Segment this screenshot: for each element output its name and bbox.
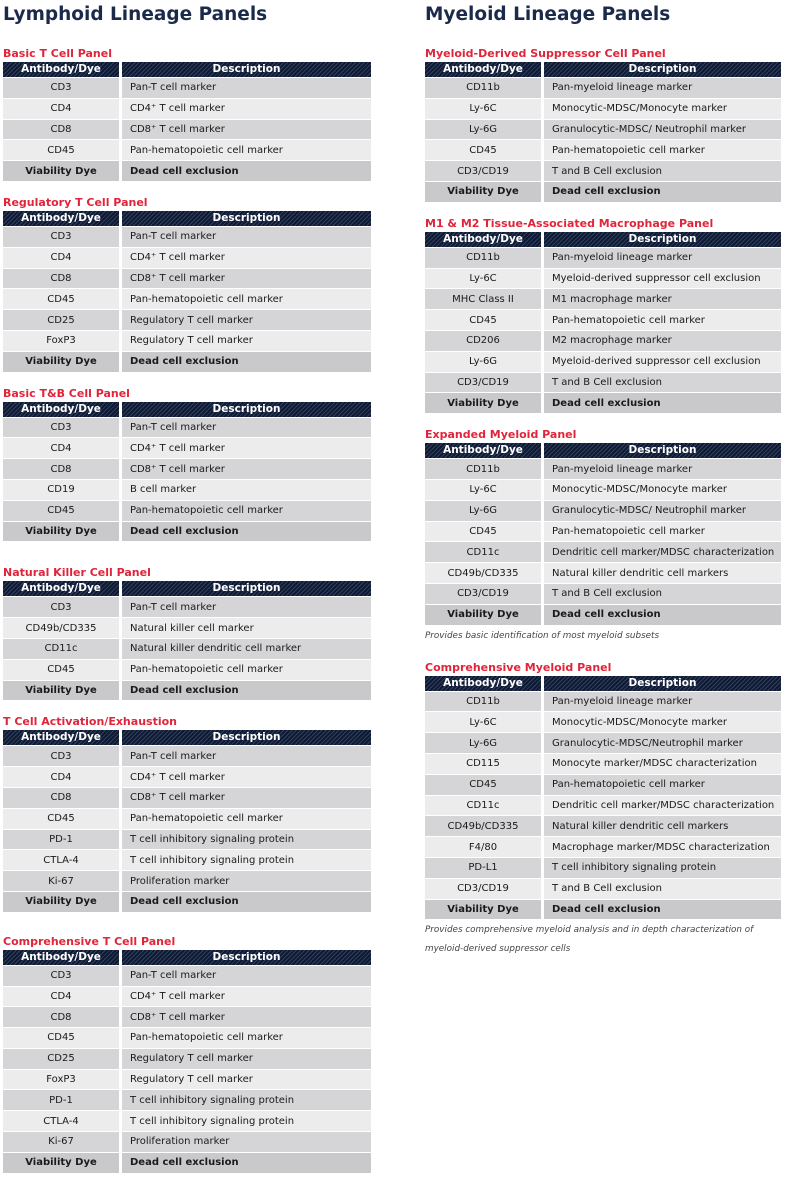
description-cell: Proliferation marker	[122, 870, 371, 891]
description-cell: Dead cell exclusion	[544, 604, 781, 625]
header-description: Description	[122, 62, 371, 77]
table-row	[3, 787, 371, 808]
description-cell: CD4⁺ T cell marker	[122, 766, 371, 787]
table-row	[3, 330, 371, 351]
table-row	[425, 330, 781, 351]
antibody-cell: FoxP3	[3, 1069, 122, 1090]
antibody-cell: Viability Dye	[3, 1152, 122, 1173]
antibody-cell: CD4	[3, 247, 122, 268]
table-row	[3, 965, 371, 986]
header-description: Description	[544, 62, 781, 77]
table-row	[425, 691, 781, 712]
description-cell: M2 macrophage marker	[544, 330, 781, 351]
description-cell: Pan-myeloid lineage marker	[544, 77, 781, 98]
antibody-cell: CD11b	[425, 247, 544, 268]
antibody-cell: CD8	[3, 1006, 122, 1027]
antibody-cell: CD45	[3, 139, 122, 160]
header-description: Description	[122, 730, 371, 745]
description-cell: Dead cell exclusion	[544, 181, 781, 202]
header-description: Description	[544, 676, 781, 691]
antibody-cell: CD3/CD19	[425, 372, 544, 393]
description-cell: T cell inhibitory signaling protein	[122, 849, 371, 870]
table-row	[3, 479, 371, 500]
antibody-cell: Ly-6C	[425, 479, 544, 500]
description-cell: CD4⁺ T cell marker	[122, 986, 371, 1007]
lymphoid-panels	[3, 46, 371, 1173]
antibody-cell: CD45	[425, 309, 544, 330]
panel	[425, 216, 781, 413]
description-cell: CD4⁺ T cell marker	[122, 437, 371, 458]
antibody-cell: CD49b/CD335	[3, 617, 122, 638]
description-cell: CD8⁺ T cell marker	[122, 119, 371, 140]
table-row	[425, 372, 781, 393]
antibody-cell: CD3/CD19	[425, 583, 544, 604]
panel-title: Comprehensive T Cell Panel	[3, 934, 176, 948]
table-row	[3, 638, 371, 659]
antibody-cell: Viability Dye	[3, 351, 122, 372]
description-cell: T and B Cell exclusion	[544, 583, 781, 604]
antibody-cell: Ly-6C	[425, 268, 544, 289]
table-header-row	[425, 232, 781, 247]
description-cell: Granulocytic-MDSC/Neutrophil marker	[544, 732, 781, 753]
description-cell: Natural killer dendritic cell markers	[544, 815, 781, 836]
description-cell: Regulatory T cell marker	[122, 309, 371, 330]
description-cell: Dead cell exclusion	[122, 160, 371, 181]
description-cell: Granulocytic-MDSC/ Neutrophil marker	[544, 119, 781, 140]
antibody-cell: Viability Dye	[3, 160, 122, 181]
table-row	[425, 119, 781, 140]
description-cell: M1 macrophage marker	[544, 288, 781, 309]
description-cell: Regulatory T cell marker	[122, 1069, 371, 1090]
description-cell: Myeloid-derived suppressor cell exclusion	[544, 351, 781, 372]
header-antibody: Antibody/Dye	[425, 62, 544, 77]
antibody-cell: Ki-67	[3, 1131, 122, 1152]
description-cell: Pan-T cell marker	[122, 226, 371, 247]
table-row	[3, 1048, 371, 1069]
description-cell: Pan-hematopoietic cell marker	[122, 500, 371, 521]
table-header-row	[3, 402, 371, 417]
table-row	[425, 77, 781, 98]
description-cell: Dead cell exclusion	[544, 899, 781, 920]
table-row	[3, 119, 371, 140]
description-cell: Natural killer dendritic cell marker	[122, 638, 371, 659]
antibody-cell: CD4	[3, 98, 122, 119]
header-description: Description	[544, 443, 781, 458]
panel	[3, 46, 371, 181]
antibody-cell: CD3	[3, 745, 122, 766]
panel-table	[3, 62, 371, 181]
antibody-cell: PD-1	[3, 829, 122, 850]
description-cell: Pan-T cell marker	[122, 965, 371, 986]
table-row	[425, 392, 781, 413]
table-row	[3, 77, 371, 98]
antibody-cell: CTLA-4	[3, 1110, 122, 1131]
table-row	[425, 479, 781, 500]
antibody-cell: Ly-6G	[425, 119, 544, 140]
antibody-cell: PD-L1	[425, 857, 544, 878]
description-cell: Pan-T cell marker	[122, 77, 371, 98]
description-cell: Dendritic cell marker/MDSC characterization	[544, 795, 781, 816]
table-row	[425, 139, 781, 160]
panel-title: Natural Killer Cell Panel	[3, 566, 151, 580]
table-row	[425, 181, 781, 202]
panel-title: Basic T&B Cell Panel	[3, 386, 130, 400]
table-header-row	[3, 211, 371, 226]
header-description: Description	[122, 581, 371, 596]
table-row	[425, 836, 781, 857]
antibody-cell: CTLA-4	[3, 849, 122, 870]
antibody-cell: CD8	[3, 119, 122, 140]
table-header-row	[3, 62, 371, 77]
table-row	[3, 1152, 371, 1173]
table-row	[425, 160, 781, 181]
description-cell: Dendritic cell marker/MDSC characterization	[544, 541, 781, 562]
table-row	[3, 849, 371, 870]
antibody-cell: Viability Dye	[3, 680, 122, 701]
table-row	[3, 659, 371, 680]
panel-title: M1 & M2 Tissue-Associated Macrophage Panel	[425, 216, 714, 230]
panel-table	[425, 443, 781, 624]
description-cell: Dead cell exclusion	[544, 392, 781, 413]
antibody-cell: CD45	[3, 659, 122, 680]
antibody-cell: Viability Dye	[425, 899, 544, 920]
antibody-cell: CD4	[3, 437, 122, 458]
panel	[425, 46, 781, 202]
description-cell: Pan-hematopoietic cell marker	[122, 288, 371, 309]
table-row	[3, 829, 371, 850]
table-row	[3, 617, 371, 638]
antibody-cell: CD3	[3, 596, 122, 617]
header-antibody: Antibody/Dye	[3, 950, 122, 965]
panel	[3, 714, 371, 911]
panel-table	[3, 211, 371, 372]
description-cell: Monocytic-MDSC/Monocyte marker	[544, 479, 781, 500]
table-header-row	[425, 62, 781, 77]
description-cell: Pan-T cell marker	[122, 745, 371, 766]
panel-table	[425, 676, 781, 920]
table-header-row	[3, 581, 371, 596]
table-row	[3, 160, 371, 181]
table-row	[3, 226, 371, 247]
table-row	[425, 604, 781, 625]
lymphoid-column	[3, 0, 371, 1173]
panel-title: Expanded Myeloid Panel	[425, 428, 577, 442]
table-row	[425, 815, 781, 836]
table-row	[425, 562, 781, 583]
panel-table	[3, 581, 371, 700]
table-row	[425, 500, 781, 521]
table-header-row	[425, 443, 781, 458]
table-header-row	[3, 730, 371, 745]
antibody-cell: CD49b/CD335	[425, 815, 544, 836]
antibody-cell: CD206	[425, 330, 544, 351]
description-cell: Pan-T cell marker	[122, 596, 371, 617]
description-cell: Pan-myeloid lineage marker	[544, 247, 781, 268]
antibody-cell: CD4	[3, 766, 122, 787]
description-cell: Pan-T cell marker	[122, 417, 371, 438]
lymphoid-title: Lymphoid Lineage Panels	[3, 4, 268, 25]
antibody-cell: CD11b	[425, 458, 544, 479]
antibody-cell: CD45	[3, 500, 122, 521]
header-antibody: Antibody/Dye	[3, 402, 122, 417]
antibody-cell: Viability Dye	[425, 604, 544, 625]
table-row	[3, 98, 371, 119]
antibody-cell: CD45	[425, 521, 544, 542]
table-row	[3, 288, 371, 309]
description-cell: Granulocytic-MDSC/ Neutrophil marker	[544, 500, 781, 521]
description-cell: Natural killer dendritic cell markers	[544, 562, 781, 583]
antibody-cell: CD11c	[425, 541, 544, 562]
description-cell: CD4⁺ T cell marker	[122, 247, 371, 268]
myeloid-column	[425, 0, 781, 959]
myeloid-title: Myeloid Lineage Panels	[425, 4, 671, 25]
table-row	[3, 500, 371, 521]
antibody-cell: CD3/CD19	[425, 878, 544, 899]
antibody-cell: CD25	[3, 1048, 122, 1069]
description-cell: T and B Cell exclusion	[544, 878, 781, 899]
antibody-cell: PD-1	[3, 1089, 122, 1110]
table-row	[3, 139, 371, 160]
antibody-cell: CD8	[3, 458, 122, 479]
description-cell: Pan-myeloid lineage marker	[544, 691, 781, 712]
description-cell: T cell inhibitory signaling protein	[122, 1110, 371, 1131]
panel-note: Provides basic identification of most myeloid subsets	[425, 630, 660, 641]
table-row	[425, 247, 781, 268]
description-cell: T and B Cell exclusion	[544, 160, 781, 181]
table-row	[425, 288, 781, 309]
description-cell: CD8⁺ T cell marker	[122, 1006, 371, 1027]
antibody-cell: CD45	[3, 1027, 122, 1048]
description-cell: Dead cell exclusion	[122, 680, 371, 701]
table-header-row	[425, 676, 781, 691]
description-cell: Dead cell exclusion	[122, 1152, 371, 1173]
panel-table	[3, 730, 371, 911]
description-cell: Monocytic-MDSC/Monocyte marker	[544, 98, 781, 119]
antibody-cell: CD3	[3, 417, 122, 438]
header-description: Description	[544, 232, 781, 247]
panel-title: Myeloid-Derived Suppressor Cell Panel	[425, 47, 666, 60]
antibody-cell: CD11c	[3, 638, 122, 659]
description-cell: Monocytic-MDSC/Monocyte marker	[544, 711, 781, 732]
description-cell: Pan-hematopoietic cell marker	[544, 521, 781, 542]
antibody-cell: Viability Dye	[3, 891, 122, 912]
antibody-cell: CD3	[3, 226, 122, 247]
description-cell: Dead cell exclusion	[122, 351, 371, 372]
description-cell: Pan-hematopoietic cell marker	[544, 774, 781, 795]
table-row	[3, 247, 371, 268]
description-cell: T and B Cell exclusion	[544, 372, 781, 393]
antibody-cell: CD45	[425, 139, 544, 160]
myeloid-panels	[425, 46, 781, 959]
description-cell: Pan-hematopoietic cell marker	[122, 808, 371, 829]
table-row	[3, 870, 371, 891]
header-antibody: Antibody/Dye	[3, 581, 122, 596]
antibody-cell: Ly-6C	[425, 98, 544, 119]
table-row	[3, 309, 371, 330]
description-cell: T cell inhibitory signaling protein	[544, 857, 781, 878]
table-header-row	[3, 950, 371, 965]
header-antibody: Antibody/Dye	[425, 443, 544, 458]
antibody-cell: F4/80	[425, 836, 544, 857]
panel	[3, 195, 371, 372]
antibody-cell: CD3/CD19	[425, 160, 544, 181]
antibody-cell: CD45	[3, 808, 122, 829]
panel-title: Regulatory T Cell Panel	[3, 195, 148, 209]
antibody-cell: Ly-6G	[425, 732, 544, 753]
antibody-cell: CD45	[425, 774, 544, 795]
table-row	[3, 986, 371, 1007]
antibody-cell: CD45	[3, 288, 122, 309]
table-row	[425, 899, 781, 920]
description-cell: CD8⁺ T cell marker	[122, 268, 371, 289]
description-cell: Regulatory T cell marker	[122, 1048, 371, 1069]
description-cell: Pan-hematopoietic cell marker	[122, 659, 371, 680]
table-row	[3, 891, 371, 912]
table-row	[425, 458, 781, 479]
header-antibody: Antibody/Dye	[3, 62, 122, 77]
description-cell: Pan-hematopoietic cell marker	[122, 1027, 371, 1048]
antibody-cell: CD8	[3, 268, 122, 289]
table-row	[3, 1069, 371, 1090]
table-row	[425, 268, 781, 289]
table-row	[3, 458, 371, 479]
antibody-cell: Viability Dye	[425, 392, 544, 413]
antibody-cell: CD3	[3, 965, 122, 986]
table-row	[3, 1027, 371, 1048]
table-row	[425, 583, 781, 604]
panel-table	[425, 62, 781, 202]
description-cell: Proliferation marker	[122, 1131, 371, 1152]
antibody-cell: CD8	[3, 787, 122, 808]
panel-title: Basic T Cell Panel	[3, 47, 112, 60]
antibody-cell: Ly-6C	[425, 711, 544, 732]
panel-table	[3, 950, 371, 1173]
panel	[425, 660, 781, 960]
table-row	[425, 732, 781, 753]
panel-title: T Cell Activation/Exhaustion	[3, 715, 177, 729]
antibody-cell: CD4	[3, 986, 122, 1007]
description-cell: T cell inhibitory signaling protein	[122, 1089, 371, 1110]
table-row	[3, 268, 371, 289]
description-cell: Regulatory T cell marker	[122, 330, 371, 351]
table-row	[425, 98, 781, 119]
description-cell: Dead cell exclusion	[122, 521, 371, 542]
table-row	[425, 878, 781, 899]
table-row	[3, 680, 371, 701]
table-row	[425, 711, 781, 732]
description-cell: Pan-myeloid lineage marker	[544, 458, 781, 479]
panel	[425, 427, 781, 645]
table-row	[3, 417, 371, 438]
table-row	[425, 857, 781, 878]
description-cell: T cell inhibitory signaling protein	[122, 829, 371, 850]
table-row	[425, 753, 781, 774]
description-cell: Pan-hematopoietic cell marker	[544, 139, 781, 160]
header-antibody: Antibody/Dye	[3, 211, 122, 226]
table-row	[3, 437, 371, 458]
panel	[3, 934, 371, 1173]
description-cell: B cell marker	[122, 479, 371, 500]
description-cell: CD8⁺ T cell marker	[122, 458, 371, 479]
description-cell: Pan-hematopoietic cell marker	[122, 139, 371, 160]
panel-title: Comprehensive Myeloid Panel	[425, 660, 612, 674]
header-antibody: Antibody/Dye	[425, 676, 544, 691]
antibody-cell: Ki-67	[3, 870, 122, 891]
table-row	[425, 351, 781, 372]
table-row	[3, 1089, 371, 1110]
antibody-cell: Viability Dye	[3, 521, 122, 542]
table-row	[3, 351, 371, 372]
antibody-cell: CD11c	[425, 795, 544, 816]
table-row	[3, 766, 371, 787]
antibody-cell: Viability Dye	[425, 181, 544, 202]
table-row	[3, 1006, 371, 1027]
antibody-cell: MHC Class II	[425, 288, 544, 309]
table-row	[3, 1131, 371, 1152]
antibody-cell: CD25	[3, 309, 122, 330]
antibody-cell: Ly-6G	[425, 351, 544, 372]
description-cell: CD4⁺ T cell marker	[122, 98, 371, 119]
panel-table	[3, 402, 371, 542]
table-row	[3, 1110, 371, 1131]
header-antibody: Antibody/Dye	[3, 730, 122, 745]
header-description: Description	[122, 950, 371, 965]
header-antibody: Antibody/Dye	[425, 232, 544, 247]
description-cell: Dead cell exclusion	[122, 891, 371, 912]
panel-note: Provides comprehensive myeloid analysis and in depth characterization of myeloid-derived suppressor cells	[425, 925, 754, 955]
table-row	[425, 774, 781, 795]
description-cell: Pan-hematopoietic cell marker	[544, 309, 781, 330]
antibody-cell: CD11b	[425, 77, 544, 98]
table-row	[425, 795, 781, 816]
description-cell: Macrophage marker/MDSC characterization	[544, 836, 781, 857]
description-cell: Monocyte marker/MDSC characterization	[544, 753, 781, 774]
panel	[3, 565, 371, 700]
description-cell: Myeloid-derived suppressor cell exclusion	[544, 268, 781, 289]
description-cell: CD8⁺ T cell marker	[122, 787, 371, 808]
table-row	[425, 541, 781, 562]
table-row	[425, 521, 781, 542]
panel	[3, 386, 371, 542]
table-row	[3, 808, 371, 829]
table-row	[3, 745, 371, 766]
description-cell: Natural killer cell marker	[122, 617, 371, 638]
antibody-cell: CD115	[425, 753, 544, 774]
antibody-cell: FoxP3	[3, 330, 122, 351]
antibody-cell: CD19	[3, 479, 122, 500]
antibody-cell: Ly-6G	[425, 500, 544, 521]
table-row	[3, 596, 371, 617]
table-row	[425, 309, 781, 330]
antibody-cell: CD49b/CD335	[425, 562, 544, 583]
antibody-cell: CD11b	[425, 691, 544, 712]
antibody-cell: CD3	[3, 77, 122, 98]
panel-table	[425, 232, 781, 413]
table-row	[3, 521, 371, 542]
header-description: Description	[122, 211, 371, 226]
header-description: Description	[122, 402, 371, 417]
